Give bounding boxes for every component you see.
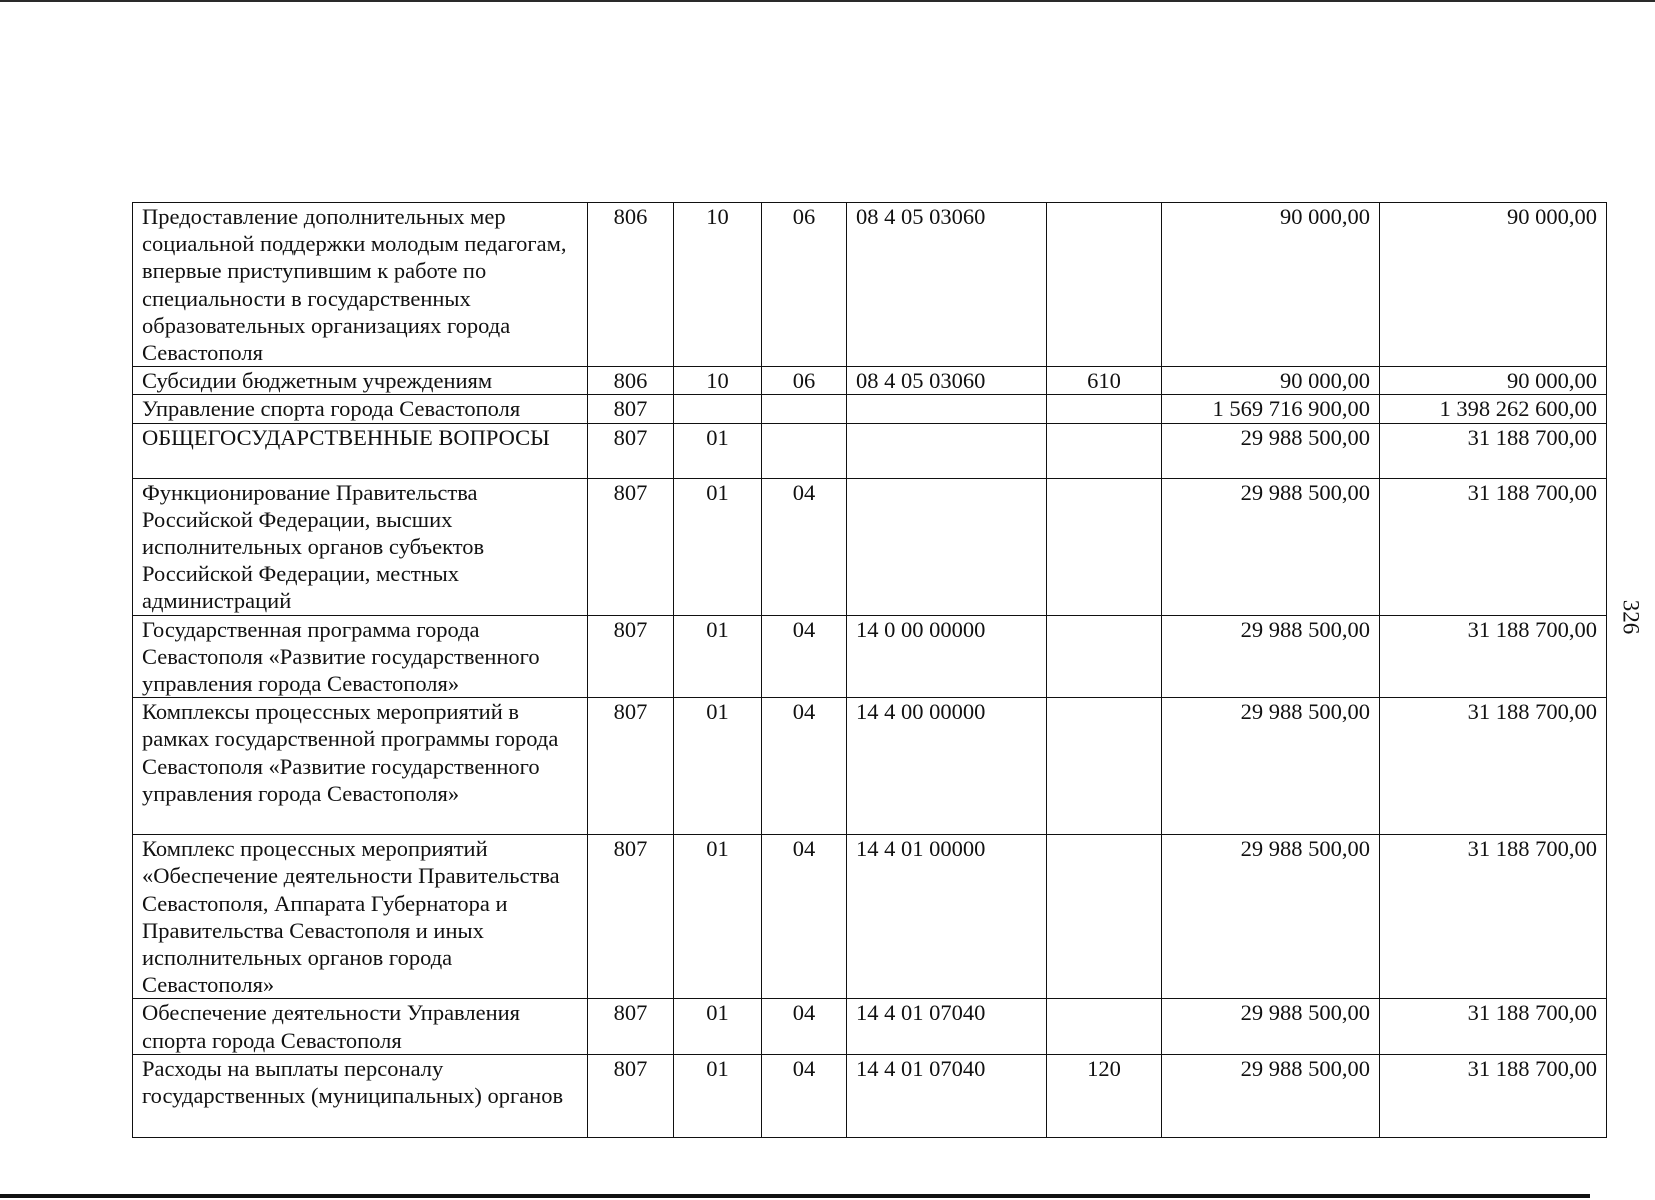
ved-code: 807 [588,999,674,1054]
section-code: 10 [674,203,762,367]
amount-year-2: 31 188 700,00 [1380,478,1607,615]
table-row [133,395,1607,423]
subsection-code [762,423,847,478]
target-item-code: 14 0 00 00000 [847,615,1047,698]
amount-year-2: 31 188 700,00 [1380,423,1607,478]
subsection-code [762,395,847,423]
amount-year-2: 31 188 700,00 [1380,835,1607,999]
budget-table [132,202,1607,1138]
section-code: 01 [674,478,762,615]
expense-type-code [1047,999,1162,1054]
subsection-code: 04 [762,615,847,698]
table-row [133,1054,1607,1137]
table-row [133,698,1607,835]
amount-year-1: 90 000,00 [1162,203,1380,367]
amount-year-1: 29 988 500,00 [1162,698,1380,835]
ved-code: 807 [588,478,674,615]
amount-year-2: 31 188 700,00 [1380,698,1607,835]
target-item-code: 14 4 01 00000 [847,835,1047,999]
section-code: 01 [674,835,762,999]
table-row [133,615,1607,698]
subsection-code: 04 [762,1054,847,1137]
section-code: 01 [674,1054,762,1137]
row-name: Управление спорта города Севастополя [133,395,588,423]
section-code: 01 [674,423,762,478]
expense-type-code [1047,423,1162,478]
expense-type-code: 610 [1047,367,1162,395]
row-name: Предоставление дополнительных мер социальной поддержки молодым педагогам, впервые приступившим к работе по специальности в государственных образовательных организациях города Севастополя [133,203,588,367]
row-name: Комплекс процессных мероприятий «Обеспечение деятельности Правительства Севастополя, Аппарата Губернатора и Правительства Севастополя и иных исполнительных органов города Севастополя» [133,835,588,999]
amount-year-2: 31 188 700,00 [1380,1054,1607,1137]
row-name: Функционирование Правительства Российской Федерации, высших исполнительных органов субъектов Российской Федерации, местных администраций [133,478,588,615]
ved-code: 807 [588,1054,674,1137]
amount-year-2: 90 000,00 [1380,367,1607,395]
table-row [133,478,1607,615]
scan-bottom-edge [0,1194,1590,1198]
target-item-code [847,423,1047,478]
section-code: 01 [674,999,762,1054]
ved-code: 807 [588,835,674,999]
subsection-code: 04 [762,835,847,999]
section-code: 01 [674,615,762,698]
row-name: Субсидии бюджетным учреждениям [133,367,588,395]
target-item-code: 14 4 01 07040 [847,1054,1047,1137]
amount-year-1: 1 569 716 900,00 [1162,395,1380,423]
section-code: 10 [674,367,762,395]
subsection-code: 04 [762,999,847,1054]
expense-type-code [1047,478,1162,615]
expense-type-code [1047,395,1162,423]
amount-year-1: 29 988 500,00 [1162,1054,1380,1137]
expense-type-code [1047,835,1162,999]
subsection-code: 06 [762,367,847,395]
section-code [674,395,762,423]
section-code: 01 [674,698,762,835]
amount-year-2: 31 188 700,00 [1380,999,1607,1054]
amount-year-1: 90 000,00 [1162,367,1380,395]
target-item-code: 14 4 01 07040 [847,999,1047,1054]
expense-type-code: 120 [1047,1054,1162,1137]
target-item-code [847,395,1047,423]
page-number: 326 [1618,599,1644,635]
row-name: Обеспечение деятельности Управления спорта города Севастополя [133,999,588,1054]
table-row [133,835,1607,999]
subsection-code: 04 [762,478,847,615]
target-item-code [847,478,1047,615]
ved-code: 807 [588,395,674,423]
amount-year-2: 90 000,00 [1380,203,1607,367]
row-name: ОБЩЕГОСУДАРСТВЕННЫЕ ВОПРОСЫ [133,423,588,478]
amount-year-1: 29 988 500,00 [1162,835,1380,999]
ved-code: 806 [588,367,674,395]
ved-code: 807 [588,698,674,835]
amount-year-1: 29 988 500,00 [1162,999,1380,1054]
target-item-code: 08 4 05 03060 [847,203,1047,367]
amount-year-1: 29 988 500,00 [1162,423,1380,478]
table-row [133,999,1607,1054]
table-row [133,203,1607,367]
subsection-code: 04 [762,698,847,835]
target-item-code: 08 4 05 03060 [847,367,1047,395]
table-row [133,423,1607,478]
expense-type-code [1047,698,1162,835]
ved-code: 806 [588,203,674,367]
amount-year-1: 29 988 500,00 [1162,478,1380,615]
row-name: Государственная программа города Севастополя «Развитие государственного управления города Севастополя» [133,615,588,698]
amount-year-2: 1 398 262 600,00 [1380,395,1607,423]
row-name: Комплексы процессных мероприятий в рамках государственной программы города Севастополя «Развитие государственного управления города Севастополя» [133,698,588,835]
expense-type-code [1047,615,1162,698]
table-row [133,367,1607,395]
ved-code: 807 [588,423,674,478]
row-name: Расходы на выплаты персоналу государственных (муниципальных) органов [133,1054,588,1137]
expense-type-code [1047,203,1162,367]
amount-year-1: 29 988 500,00 [1162,615,1380,698]
target-item-code: 14 4 00 00000 [847,698,1047,835]
ved-code: 807 [588,615,674,698]
amount-year-2: 31 188 700,00 [1380,615,1607,698]
scan-top-edge [0,0,1655,2]
subsection-code: 06 [762,203,847,367]
